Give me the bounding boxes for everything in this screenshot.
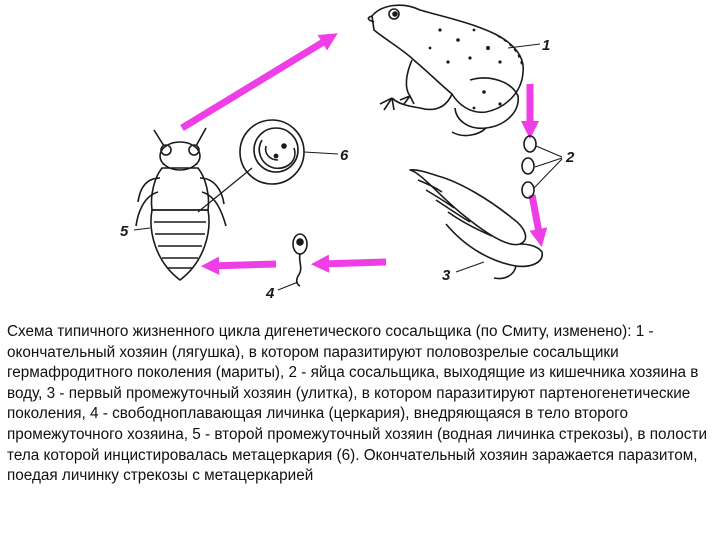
dragonfly-larva-illustration <box>136 128 226 280</box>
leader-line-6 <box>304 152 338 154</box>
arrow-cercaria-to-larva <box>210 264 276 266</box>
magnifier-leader-line <box>198 168 252 212</box>
frog-illustration <box>368 5 523 135</box>
label-6: 6 <box>340 147 349 164</box>
arrow-larva-to-frog <box>182 38 330 128</box>
eggs-illustration <box>522 136 562 198</box>
cercaria-illustration <box>293 234 307 286</box>
leader-line-3 <box>456 262 484 272</box>
label-1: 1 <box>542 37 551 54</box>
label-5: 5 <box>120 223 129 240</box>
leader-line-5 <box>134 228 150 230</box>
leader-line-4 <box>278 282 298 290</box>
arrow-snail-to-cercaria <box>320 262 386 264</box>
label-3: 3 <box>442 267 451 284</box>
label-4: 4 <box>266 285 275 302</box>
arrow-eggs-to-snail <box>532 195 540 238</box>
label-2: 2 <box>566 149 575 166</box>
metacercaria-cyst-illustration <box>240 120 304 184</box>
figure-caption: Схема типичного жизненного цикла дигенетического сосальщика (по Смиту, изменено): 1 - окончательный хозяин (лягушка), в котором паразитируют половозрелые сосальщики гермафродитного поколения (мариты), 2 - яйца сосальщика, выходящие из кишечника хозяина в воду, 3 - первый промежуточный хозяин (улитка), в котором паразитируют партеногенетические поколения, 4 - свободноплавающая личинка (церкария), внедряющаяся в тело второго промежуточного хозяина, 5 - второй промежуточный хозяин (водная личинка стрекозы), в полости тела которой инцистировалась метацеркария (6). Окончательный хозяин заражается паразитом, поедая личинку стрекозы с метацеркарией <box>7 323 708 485</box>
